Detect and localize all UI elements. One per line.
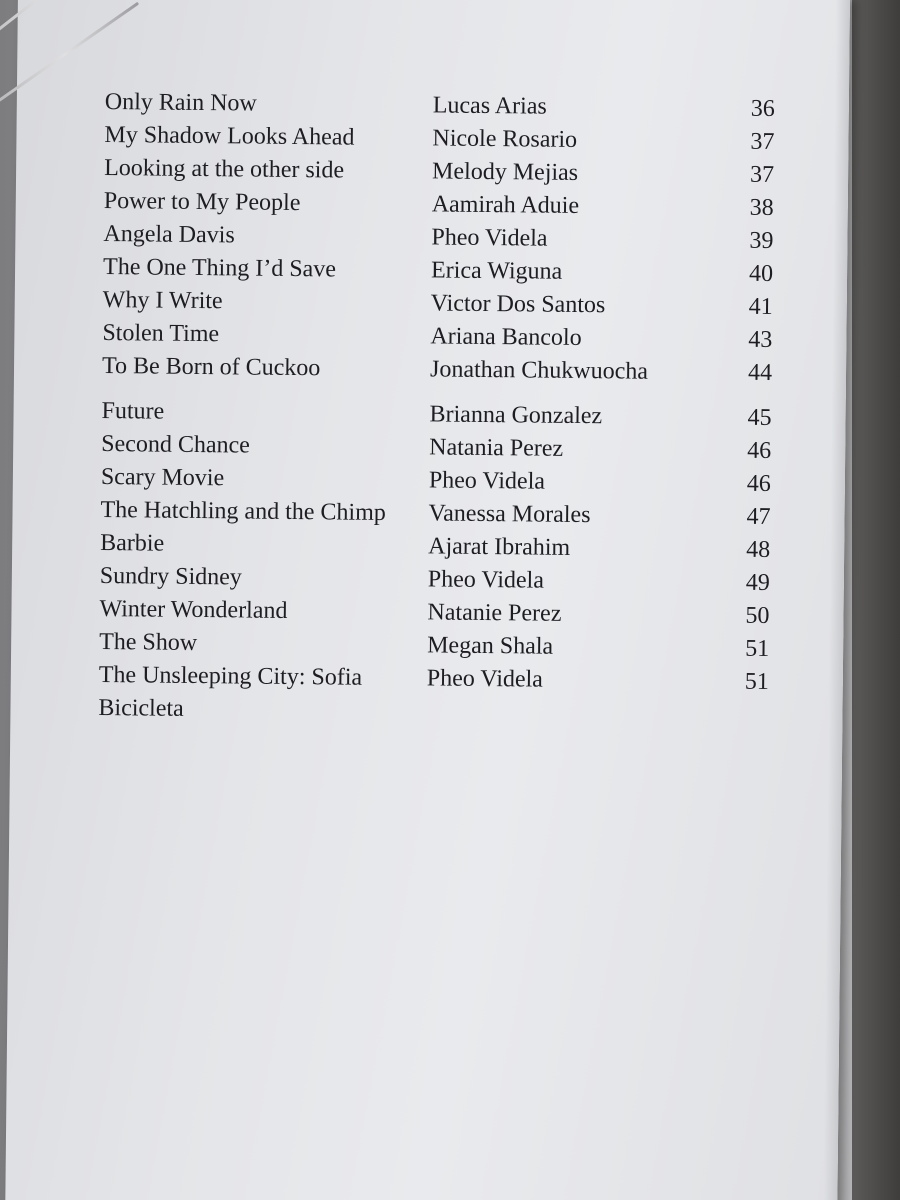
toc-author: Natanie Perez — [427, 599, 562, 627]
background-surface — [852, 0, 900, 1200]
toc-page-number: 46 — [746, 470, 772, 497]
toc-author: Pheo Videla — [426, 665, 544, 693]
toc-title: The Unsleeping City: Sofia Bicicleta — [98, 661, 363, 722]
toc-author: Ajarat Ibrahim — [428, 533, 571, 561]
toc-title: Barbie — [100, 529, 165, 557]
table-of-contents — [98, 86, 795, 732]
toc-title: The Show — [99, 628, 198, 656]
toc-author: Pheo Videla — [427, 566, 545, 594]
toc-page-number: 44 — [747, 359, 773, 387]
toc-author: Ariana Bancolo — [430, 323, 582, 352]
toc-author: Megan Shala — [427, 632, 554, 660]
toc-page-number: 37 — [749, 161, 775, 189]
toc-title: My Shadow Looks Ahead — [104, 121, 355, 151]
toc-page-number: 43 — [748, 326, 773, 354]
toc-page-number: 37 — [750, 128, 775, 156]
toc-author: Brianna Gonzalez — [429, 401, 603, 430]
toc-title: Only Rain Now — [104, 88, 257, 117]
toc-page-number: 46 — [747, 437, 772, 464]
toc-author: Lucas Arias — [432, 92, 547, 120]
toc-title: The One Thing I’d Save — [102, 253, 337, 283]
toc-page-number: 41 — [748, 293, 773, 321]
toc-page-number: 51 — [745, 635, 770, 662]
toc-row — [98, 659, 789, 732]
toc-author: Pheo Videla — [428, 467, 546, 495]
toc-page-number: 36 — [750, 95, 775, 123]
toc-page-number: 50 — [745, 602, 770, 629]
toc-page-number: 38 — [749, 194, 774, 222]
toc-page-number: 48 — [746, 536, 771, 563]
toc-title: Looking at the other side — [104, 154, 345, 184]
toc-title: Second Chance — [101, 430, 251, 459]
toc-title: Angela Davis — [103, 220, 235, 249]
toc-page-number: 51 — [744, 668, 769, 695]
toc-author: Vanessa Morales — [428, 500, 591, 529]
toc-title: To Be Born of Cuckoo — [101, 352, 321, 382]
toc-author: Victor Dos Santos — [430, 290, 606, 319]
toc-title: Winter Wonderland — [99, 595, 288, 624]
toc-author: Jonathan Chukwuocha — [429, 356, 649, 385]
toc-author: Erica Wiguna — [430, 257, 563, 285]
toc-title: Stolen Time — [102, 319, 220, 348]
toc-page-number: 40 — [748, 260, 774, 288]
toc-page-number: 45 — [747, 404, 772, 431]
toc-title: The Hatchling and the Chimp — [100, 496, 386, 526]
toc-author: Melody Mejias — [431, 158, 579, 186]
toc-page-number: 47 — [746, 503, 771, 530]
toc-title: Future — [101, 397, 165, 425]
toc-author: Nicole Rosario — [432, 125, 578, 153]
toc-title: Scary Movie — [100, 463, 225, 492]
toc-author: Natania Perez — [429, 434, 564, 462]
toc-page-number: 49 — [745, 569, 770, 596]
toc-title: Power to My People — [103, 187, 301, 217]
toc-author: Aamirah Aduie — [431, 191, 580, 219]
page-edge-shadow — [823, 0, 850, 1200]
toc-title: Why I Write — [102, 286, 223, 315]
toc-title: Sundry Sidney — [99, 562, 243, 591]
toc-page-number: 39 — [749, 227, 774, 255]
toc-author: Pheo Videla — [431, 224, 548, 252]
